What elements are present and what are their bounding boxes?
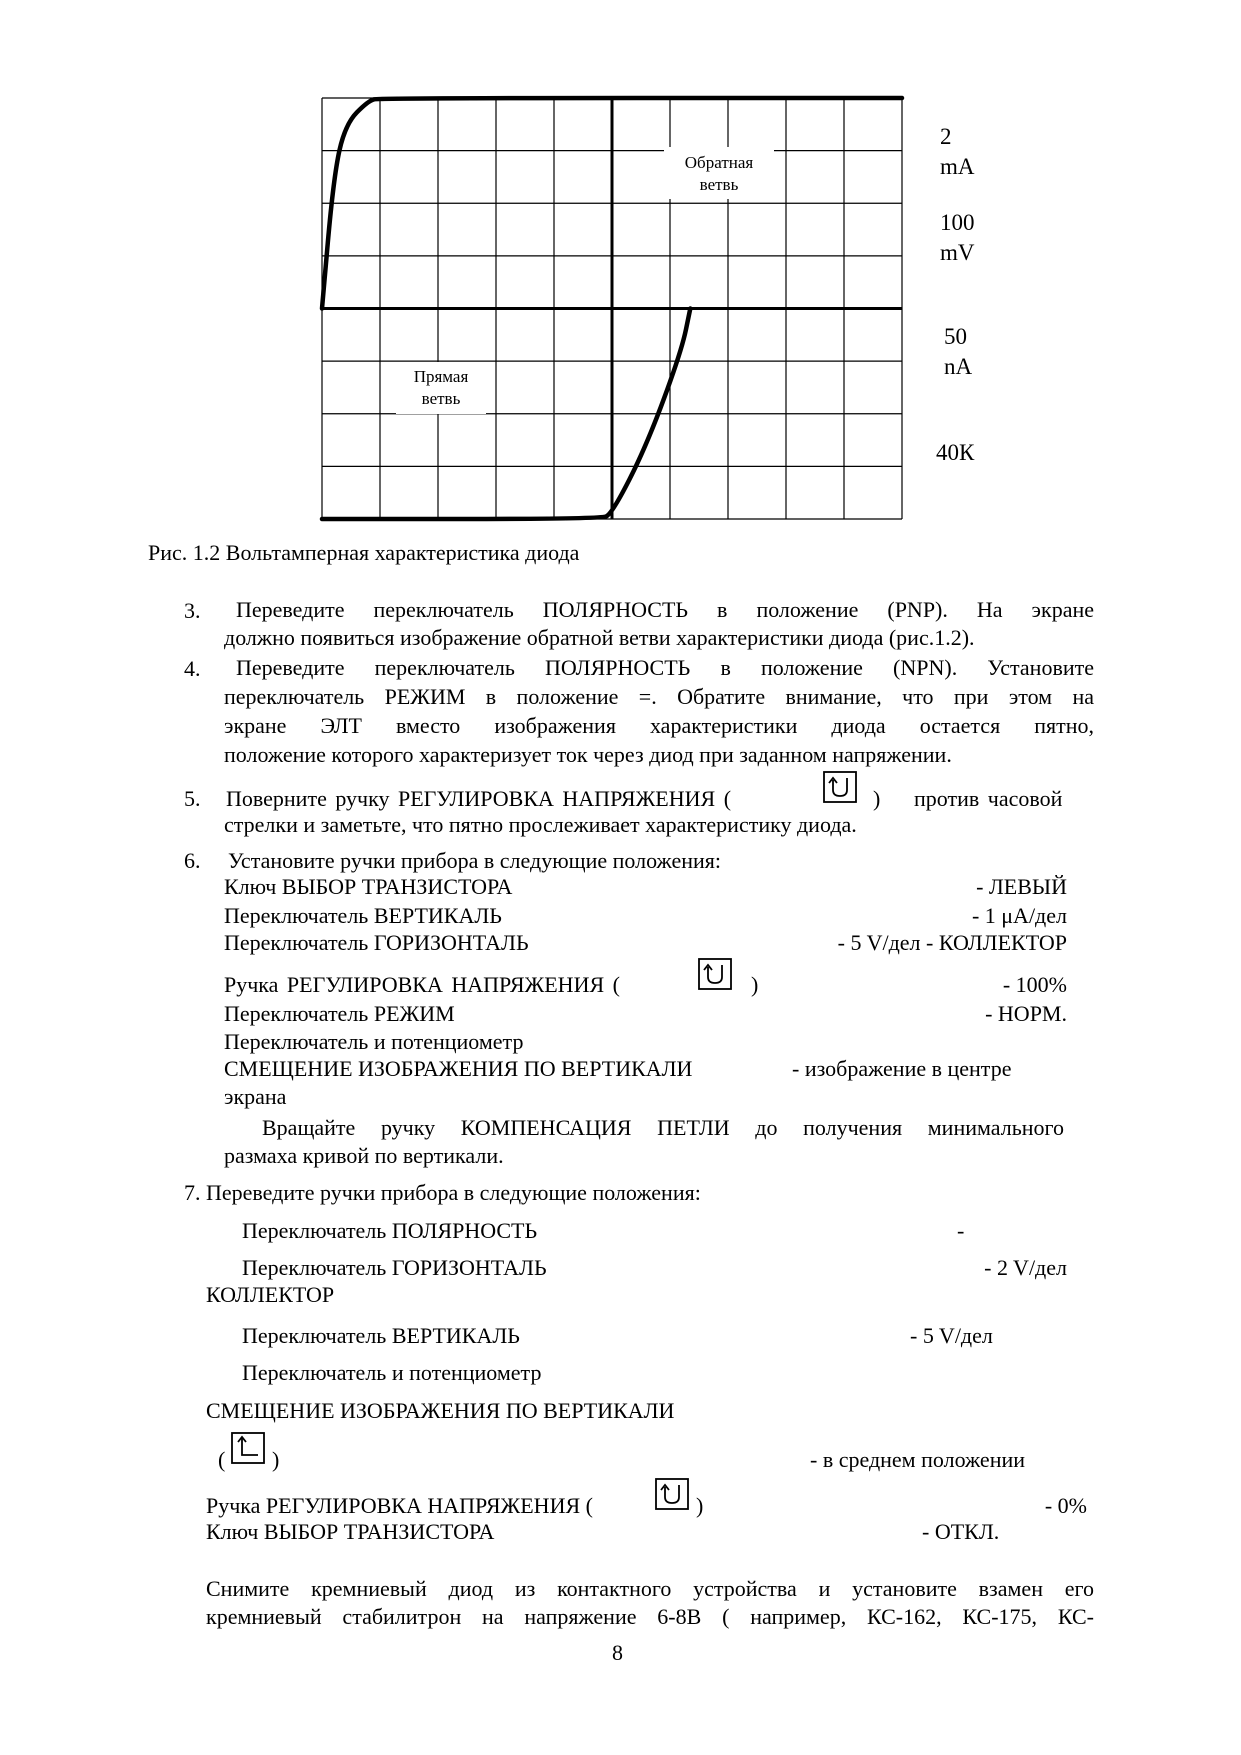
closing-line: кремниевый стабилитрон на напряжение 6-8В ( например, КС-162, КС-175, КС-	[206, 1604, 1094, 1629]
scale-voltage-unit: mV	[940, 240, 975, 265]
vac-chart	[0, 0, 1241, 560]
setting-value: - изображение в центре	[792, 1056, 1012, 1081]
setting-label: Переключатель и потенциометр	[242, 1360, 542, 1385]
item-4-number: 4.	[184, 656, 201, 681]
setting-value: - НОРМ.	[985, 1001, 1067, 1026]
scale-voltage-value: 100	[940, 210, 975, 235]
item-5-line1-c: против часовой	[914, 786, 1063, 811]
setting-label: Переключатель ГОРИЗОНТАЛЬ	[224, 930, 529, 955]
setting-value: -	[957, 1218, 965, 1243]
item-4-last: положение которого характеризует ток через диод при заданном напряжении.	[224, 742, 952, 767]
item-5-number: 5.	[184, 786, 201, 811]
setting-label: КОЛЛЕКТОР	[206, 1282, 335, 1307]
item-6-intro: Установите ручки прибора в следующие положения:	[228, 848, 721, 873]
setting-value: - 100%	[1002, 972, 1067, 997]
setting-label: Ручка РЕГУЛИРОВКА НАПРЯЖЕНИЯ (	[206, 1493, 593, 1518]
voltage-knob-icon	[654, 1477, 690, 1511]
setting-label: Переключатель ВЕРТИКАЛЬ	[242, 1323, 520, 1348]
setting-label: Переключатель ПОЛЯРНОСТЬ	[242, 1218, 538, 1243]
paren-open: (	[218, 1447, 226, 1472]
setting-label-close: )	[751, 972, 759, 997]
item-5-last: стрелки и заметьте, что пятно прослеживает характеристику диода.	[224, 812, 857, 837]
label-forward-line2: ветвь	[421, 389, 461, 408]
scale-step-value: 50	[944, 324, 967, 349]
figure-caption: Рис. 1.2 Вольтамперная характеристика диода	[148, 540, 580, 565]
item-4-line: Переведите переключатель ПОЛЯРНОСТЬ в положение (NPN). Установите	[236, 655, 1094, 680]
scale-step-unit: nA	[944, 354, 973, 379]
setting-value: - ОТКЛ.	[922, 1519, 1000, 1544]
setting-label: Переключатель ВЕРТИКАЛЬ	[224, 903, 502, 928]
closing-line: Снимите кремниевый диод из контактного устройства и установите взамен его	[206, 1576, 1094, 1601]
setting-value: - в среднем положении	[810, 1447, 1026, 1472]
item-4-line: экране ЭЛТ вместо изображения характеристики диода остается пятно,	[224, 713, 1094, 738]
item-5-line1-a: Поверните ручку РЕГУЛИРОВКА НАПРЯЖЕНИЯ (	[226, 786, 732, 811]
item-5-line1-b: )	[873, 786, 881, 811]
paren-close: )	[272, 1447, 280, 1472]
setting-label: Переключатель ГОРИЗОНТАЛЬ	[242, 1255, 547, 1280]
voltage-knob-icon	[822, 770, 858, 804]
item-3-number: 3.	[184, 598, 201, 623]
scale-current-value: 2	[940, 124, 952, 149]
setting-label: СМЕЩЕНИЕ ИЗОБРАЖЕНИЯ ПО ВЕРТИКАЛИ	[224, 1056, 693, 1081]
setting-label: Ручка РЕГУЛИРОВКА НАПРЯЖЕНИЯ (	[224, 972, 620, 997]
setting-label: СМЕЩЕНИЕ ИЗОБРАЖЕНИЯ ПО ВЕРТИКАЛИ	[206, 1398, 675, 1423]
item-6-number: 6.	[184, 848, 201, 873]
setting-label: Переключатель и потенциометр	[224, 1029, 524, 1054]
item-3-last: должно появиться изображение обратной ветви характеристики диода (рис.1.2).	[224, 625, 975, 650]
voltage-knob-icon	[697, 957, 733, 991]
setting-value: - 5 V/дел	[910, 1323, 993, 1348]
scale-current-unit: mA	[940, 154, 975, 179]
vertical-shift-icon	[230, 1431, 266, 1465]
page-number: 8	[612, 1640, 623, 1665]
item-6-note: размаха кривой по вертикали.	[224, 1143, 504, 1168]
label-forward-line1: Прямая	[413, 367, 469, 386]
setting-label: Переключатель РЕЖИМ	[224, 1001, 455, 1026]
setting-label-close: )	[696, 1493, 704, 1518]
label-reverse-line2: ветвь	[699, 175, 739, 194]
setting-label: Ключ ВЫБОР ТРАНЗИСТОРА	[206, 1519, 495, 1544]
setting-value: - 5 V/дел - КОЛЛЕКТОР	[837, 930, 1067, 955]
setting-label: экрана	[224, 1084, 287, 1109]
setting-value: - 0%	[1044, 1493, 1087, 1518]
setting-value: - 2 V/дел	[984, 1255, 1067, 1280]
label-reverse-line1: Обратная	[684, 153, 754, 172]
setting-label: Ключ ВЫБОР ТРАНЗИСТОРА	[224, 874, 513, 899]
scale-resistance: 40К	[936, 440, 975, 465]
setting-value: - ЛЕВЫЙ	[976, 874, 1067, 899]
figure-vac	[0, 0, 1241, 560]
setting-value: - 1 μA/дел	[971, 903, 1067, 928]
item-3-line: Переведите переключатель ПОЛЯРНОСТЬ в положение (PNP). На экране	[236, 597, 1094, 622]
item-6-note: Вращайте ручку КОМПЕНСАЦИЯ ПЕТЛИ до получения минимального	[262, 1115, 1064, 1140]
item-4-line: переключатель РЕЖИМ в положение =. Обратите внимание, что при этом на	[224, 684, 1094, 709]
item-7-intro: 7. Переведите ручки прибора в следующие положения:	[184, 1180, 701, 1205]
